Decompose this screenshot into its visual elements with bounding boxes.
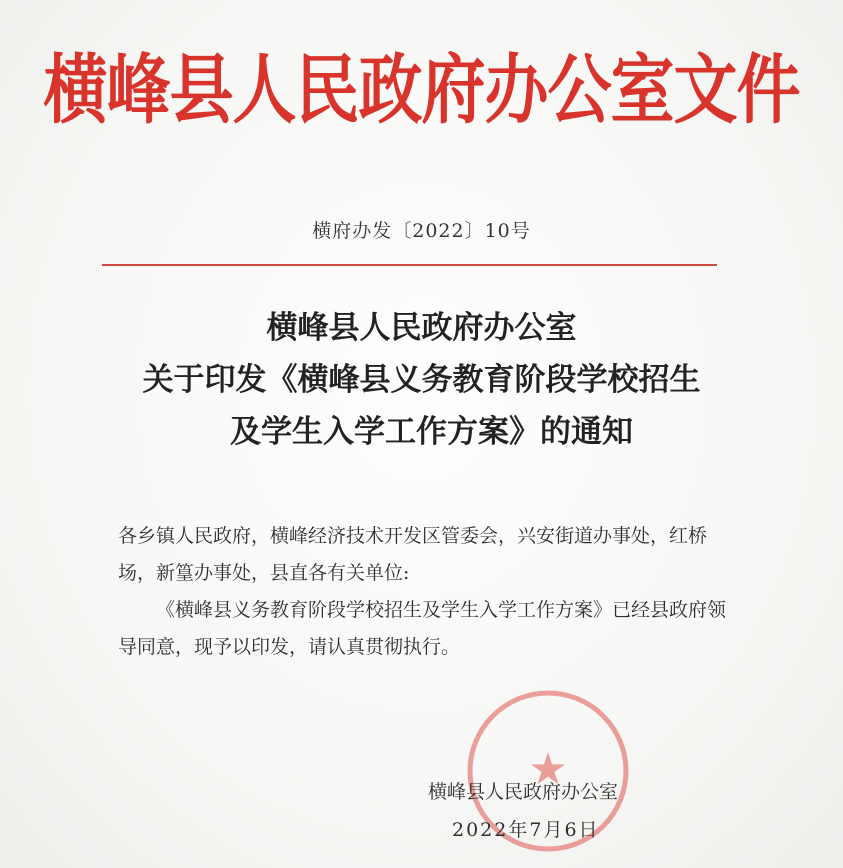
notice-title-line-1: 横峰县人民政府办公室 [266, 310, 577, 346]
notice-title-line-3: 及学生入学工作方案》的通知 [230, 414, 633, 450]
notice-title-line-2: 关于印发《横峰县义务教育阶段学校招生 [142, 362, 701, 398]
main-paragraph: 《横峰县义务教育阶段学校招生及学生入学工作方案》已经县政府领导同意，现予以印发，请认真贯彻执行。 [118, 599, 727, 658]
red-divider-rule [102, 264, 717, 266]
seal-star-icon: ★ [528, 744, 568, 795]
signoff-organization: 横峰县人民政府办公室 [428, 781, 619, 803]
signoff-date: 2022年7月6日 [452, 819, 600, 841]
document-number: 横府办发〔2022〕10号 [312, 220, 531, 242]
notice-body [118, 518, 743, 666]
masthead-title: 横峰县人民政府办公室文件 [43, 47, 800, 135]
addressee-paragraph: 各乡镇人民政府，横峰经济技术开发区管委会，兴安街道办事处，红桥场，新篁办事处，县直各有关单位: [118, 525, 708, 584]
notice-title [0, 302, 843, 458]
